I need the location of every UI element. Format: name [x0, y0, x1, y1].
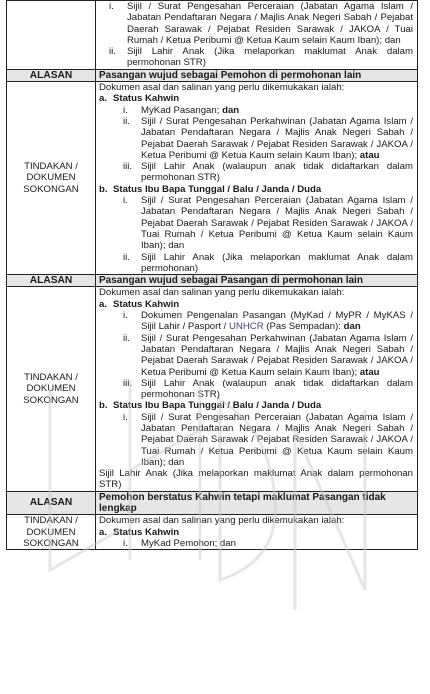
group-title: Status Ibu Bapa Tunggal / Balu / Janda / Duda [113, 183, 322, 195]
document-item [99, 46, 413, 69]
document-group [99, 400, 413, 468]
tindakan-label: TINDAKAN / DOKUMEN SOKONGAN [7, 515, 96, 550]
dokumen-cell [96, 1, 418, 70]
intro-text: Dokumen asal dan salinan yang perlu dikemukakan ialah: [99, 82, 345, 94]
document-item [113, 378, 413, 401]
document-list [99, 299, 413, 468]
item-marker: i. [123, 537, 128, 549]
group-marker: a. [99, 298, 108, 310]
document-list [99, 527, 413, 550]
item-marker: i. [123, 104, 128, 116]
item-text: Sijil Lahir Anak (Jika melaporkan maklumat Anak dalam permohonan STR) [127, 46, 413, 69]
item-marker: ii. [123, 115, 130, 127]
document-item [113, 195, 413, 251]
item-text: MyKad Pemohon; dan [141, 537, 236, 549]
document-sublist [113, 195, 413, 274]
document-list [99, 1, 413, 69]
dokumen-row [7, 82, 418, 275]
item-text: atau [359, 366, 380, 378]
alasan-label: ALASAN [7, 275, 96, 287]
tindakan-label: TINDAKAN / DOKUMEN SOKONGAN [7, 82, 96, 275]
item-text: atau [359, 149, 380, 161]
group-marker: a. [99, 93, 108, 105]
document-list [99, 93, 413, 274]
document-item [113, 412, 413, 468]
item-text: MyKad Pasangan; [141, 104, 223, 116]
requirements-table-body [7, 1, 418, 550]
alasan-row [7, 491, 418, 515]
document-item [113, 161, 413, 184]
document-sublist [99, 1, 413, 69]
item-marker: ii. [123, 251, 130, 263]
alasan-text: Pasangan wujud sebagai Pemohon di permohonan lain [96, 69, 418, 81]
item-text: Dokumen Pengenalan Pasangan (MyKad / MyPR / MyKAS / Sijil Lahir / Pasport / [141, 310, 413, 333]
alasan-text: Pasangan wujud sebagai Pasangan di permohonan lain [96, 275, 418, 287]
alasan-row [7, 69, 418, 81]
item-marker: i. [109, 1, 114, 12]
item-text: Sijil / Surat Pengesahan Perceraian (Jabatan Agama Islam / Jabatan Pendaftaran Negara / Majlis Anak Negeri Sabah / Pejabat Daerah Sarawak / Pejabat Residen Sarawak / JAKOA / Tuai Rumah / Ketua Peribumi @ Ketua Kaum selain Kaum Iban); dan [141, 195, 413, 252]
item-marker: iii. [123, 161, 133, 173]
group-title: Status Kahwin [113, 526, 180, 538]
item-text: Sijil / Surat Pengesahan Perceraian (Jabatan Agama Islam / Jabatan Pendaftaran Negara / Majlis Anak Negeri Sabah / Pejabat Daerah Sarawak / Pejabat Residen Sarawak / JAKOA / Tuai Rumah / Ketua Peribumi @ Ketua Kaum selain Kaum Iban); dan [127, 1, 413, 46]
alasan-text: Pemohon berstatus Kahwin tetapi maklumat Pasangan tidak lengkap [96, 491, 418, 515]
document-group [99, 299, 413, 401]
document-group [99, 93, 413, 183]
document-sublist [113, 538, 413, 549]
document-item [113, 105, 413, 116]
requirements-table [6, 0, 418, 550]
item-text: dan [343, 321, 361, 333]
item-text: Sijil / Surat Pengesahan Perkahwinan (Jabatan Agama Islam / Jabatan Pendaftaran Negara / Majlis Anak Negeri Sabah / Pejabat Daerah Sarawak / Pejabat Residen Sarawak / JAKOA / Ketua Peribumi @ Ketua Kaum selain Kaum Iban); [141, 115, 413, 161]
dokumen-cell [96, 515, 418, 550]
group-marker: b. [99, 183, 108, 195]
document-group [99, 184, 413, 274]
item-marker: ii. [109, 46, 116, 58]
item-marker: i. [123, 310, 128, 322]
document-item [113, 333, 413, 378]
alasan-row [7, 275, 418, 287]
item-marker: ii. [123, 332, 130, 344]
item-text: dan [222, 104, 240, 116]
item-text: (Pas Sempadan): [263, 321, 344, 333]
document-group [99, 1, 413, 69]
document-item [113, 252, 413, 275]
dokumen-row [7, 1, 418, 70]
document-sublist [113, 105, 413, 184]
document-item [113, 116, 413, 161]
document-group [99, 527, 413, 550]
dokumen-cell [96, 82, 418, 275]
item-text: Sijil Lahir Anak (Jika melaporkan maklumat Anak dalam permohonan) [141, 251, 413, 274]
group-marker: a. [99, 526, 108, 538]
dokumen-cell [96, 287, 418, 491]
tail-text: Sijil Lahir Anak (Jika melaporkan maklumat Anak dalam permohonan STR) [99, 468, 413, 491]
dokumen-row [7, 515, 418, 550]
document-item [113, 310, 413, 333]
tindakan-label: TINDAKAN / DOKUMEN SOKONGAN [7, 287, 96, 491]
item-marker: iii. [123, 377, 133, 389]
item-text: Sijil / Surat Pengesahan Perkahwinan (Jabatan Agama Islam / Jabatan Pendaftaran Negara / Majlis Anak Negeri Sabah / Pejabat Daerah Sarawak / Pejabat Residen Sarawak / JAKOA / Ketua Peribumi @ Ketua Kaum selain Kaum Iban); [141, 332, 413, 378]
document-sublist [113, 310, 413, 400]
document-item [113, 538, 413, 549]
group-marker: b. [99, 400, 108, 412]
dokumen-row [7, 287, 418, 491]
tindakan-label [7, 1, 96, 70]
item-text: Sijil Lahir Anak (walaupun anak tidak didaftarkan dalam permohonan STR) [141, 377, 413, 401]
item-text: Sijil / Surat Pengesahan Perceraian (Jabatan Agama Islam / Jabatan Pendaftaran Negara / Majlis Anak Negeri Sabah / Pejabat Daerah Sarawak / Pejabat Residen Sarawak / JAKOA / Tuai Rumah / Ketua Peribumi @ Ketua Kaum selain Kaum Iban); dan [141, 411, 413, 468]
item-marker: i. [123, 411, 128, 423]
item-marker: i. [123, 195, 128, 207]
group-title: Status Ibu Bapa Tunggal / Balu / Janda / Duda [113, 400, 322, 412]
document-item [99, 1, 413, 46]
document-sublist [113, 412, 413, 468]
alasan-label: ALASAN [7, 491, 96, 515]
alasan-label: ALASAN [7, 69, 96, 81]
group-title: Status Kahwin [113, 93, 180, 105]
intro-text: Dokumen asal dan salinan yang perlu dikemukakan ialah: [99, 515, 345, 527]
intro-text: Dokumen asal dan salinan yang perlu dikemukakan ialah: [99, 287, 345, 299]
item-text: Sijil Lahir Anak (walaupun anak tidak didaftarkan dalam permohonan STR) [141, 161, 413, 184]
group-title: Status Kahwin [113, 298, 180, 310]
unhcr-text: UNHCR [228, 321, 264, 333]
